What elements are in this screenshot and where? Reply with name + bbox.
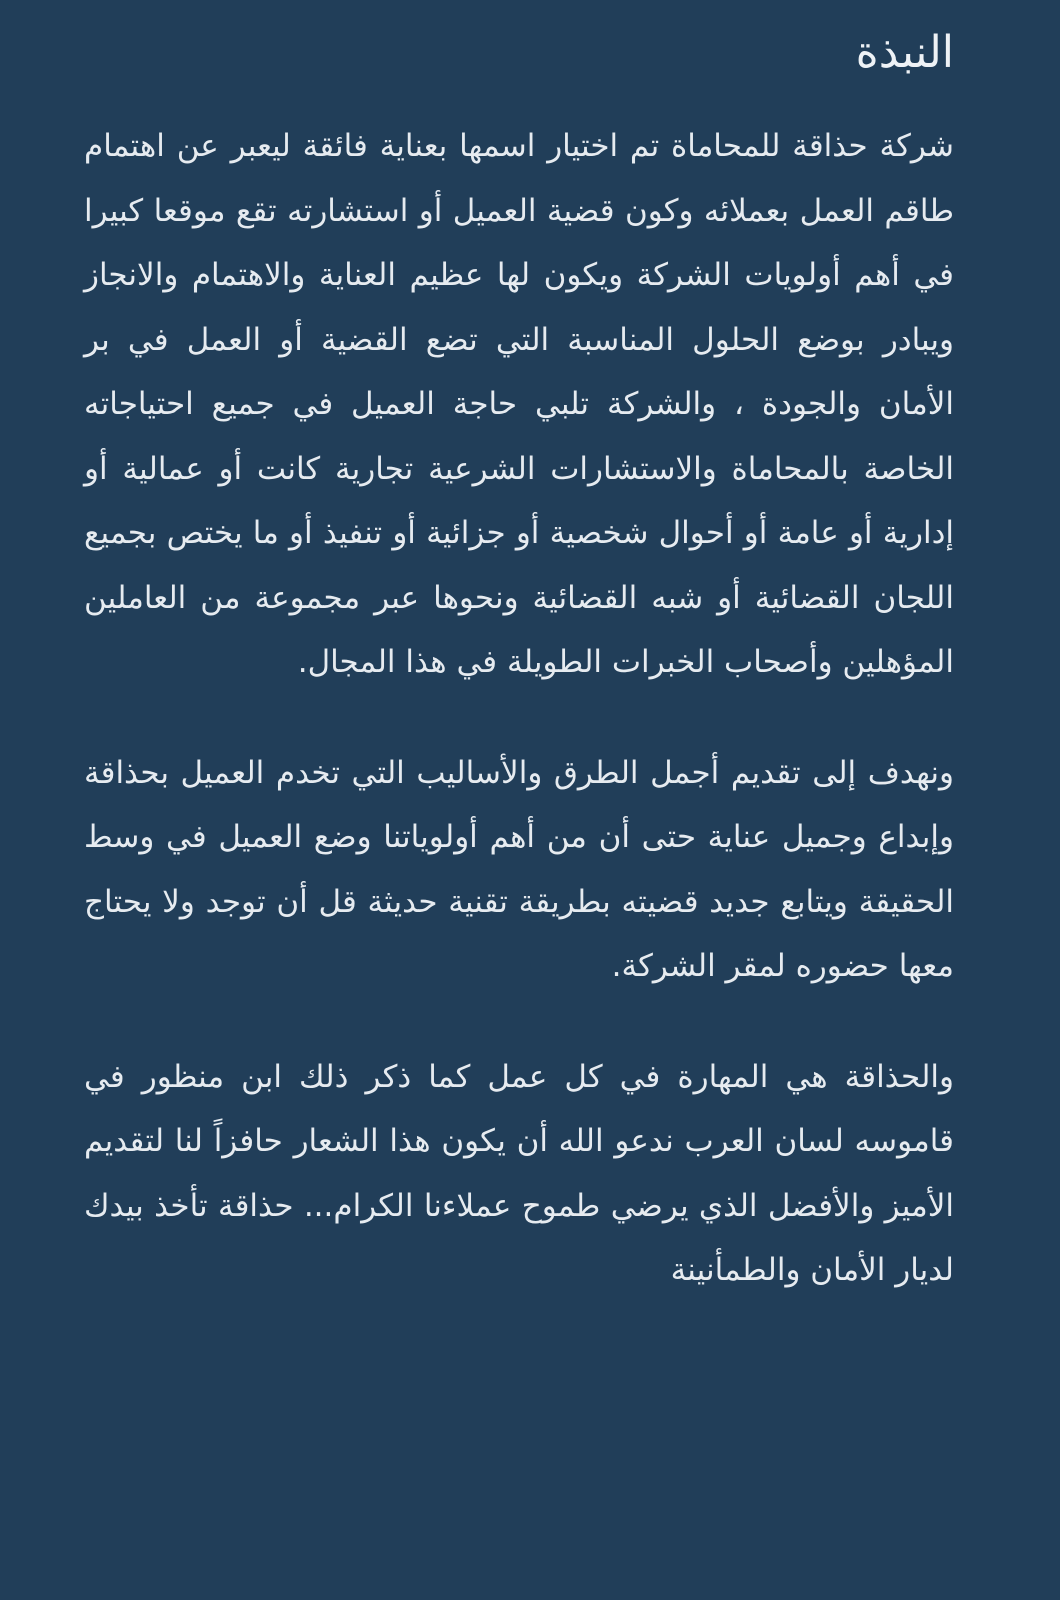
paragraph-intro: شركة حذاقة للمحاماة تم اختيار اسمها بعناية فائقة ليعبر عن اهتمام طاقم العمل بعملائه وكون قضية العميل أو استشارته تقع موقعا كبيرا في أهم أولويات الشركة ويكون لها عظيم العناية والاهتمام والانجاز ويبادر بوضع الحلول المناسبة التي تضع القضية أو العمل في بر الأمان والجودة ، والشركة تلبي حاجة العميل في جميع احتياجاته الخاصة بالمحاماة والاستشارات الشرعية تجارية كانت أو عمالية أو إدارية أو عامة أو أحوال شخصية أو جزائية أو تنفيذ أو ما يختص بجميع اللجان القضائية أو شبه القضائية ونحوها عبر مجموعة من العاملين المؤهلين وأصحاب الخبرات الطويلة في هذا المجال. [84,128,954,680]
paragraph-goals: ونهدف إلى تقديم أجمل الطرق والأساليب التي تخدم العميل بحذاقة وإبداع وجميل عناية حتى أن من أهم أولوياتنا وضع العميل في وسط الحقيقة ويتابع جديد قضيته بطريقة تقنية حديثة قل أن توجد ولا يحتاج معها حضوره لمقر الشركة. [84,754,954,984]
paragraph-meaning: والحذاقة هي المهارة في كل عمل كما ذكر ذلك ابن منظور في قاموسه لسان العرب ندعو الله أن يكون هذا الشعار حافزاً لنا لتقديم الأميز والأفضل الذي يرضي طموح عملاءنا الكرام... حذاقة تأخذ بيدك لديار الأمان والطمأنينة [84,1058,954,1288]
section-title: النبذة [855,27,954,78]
